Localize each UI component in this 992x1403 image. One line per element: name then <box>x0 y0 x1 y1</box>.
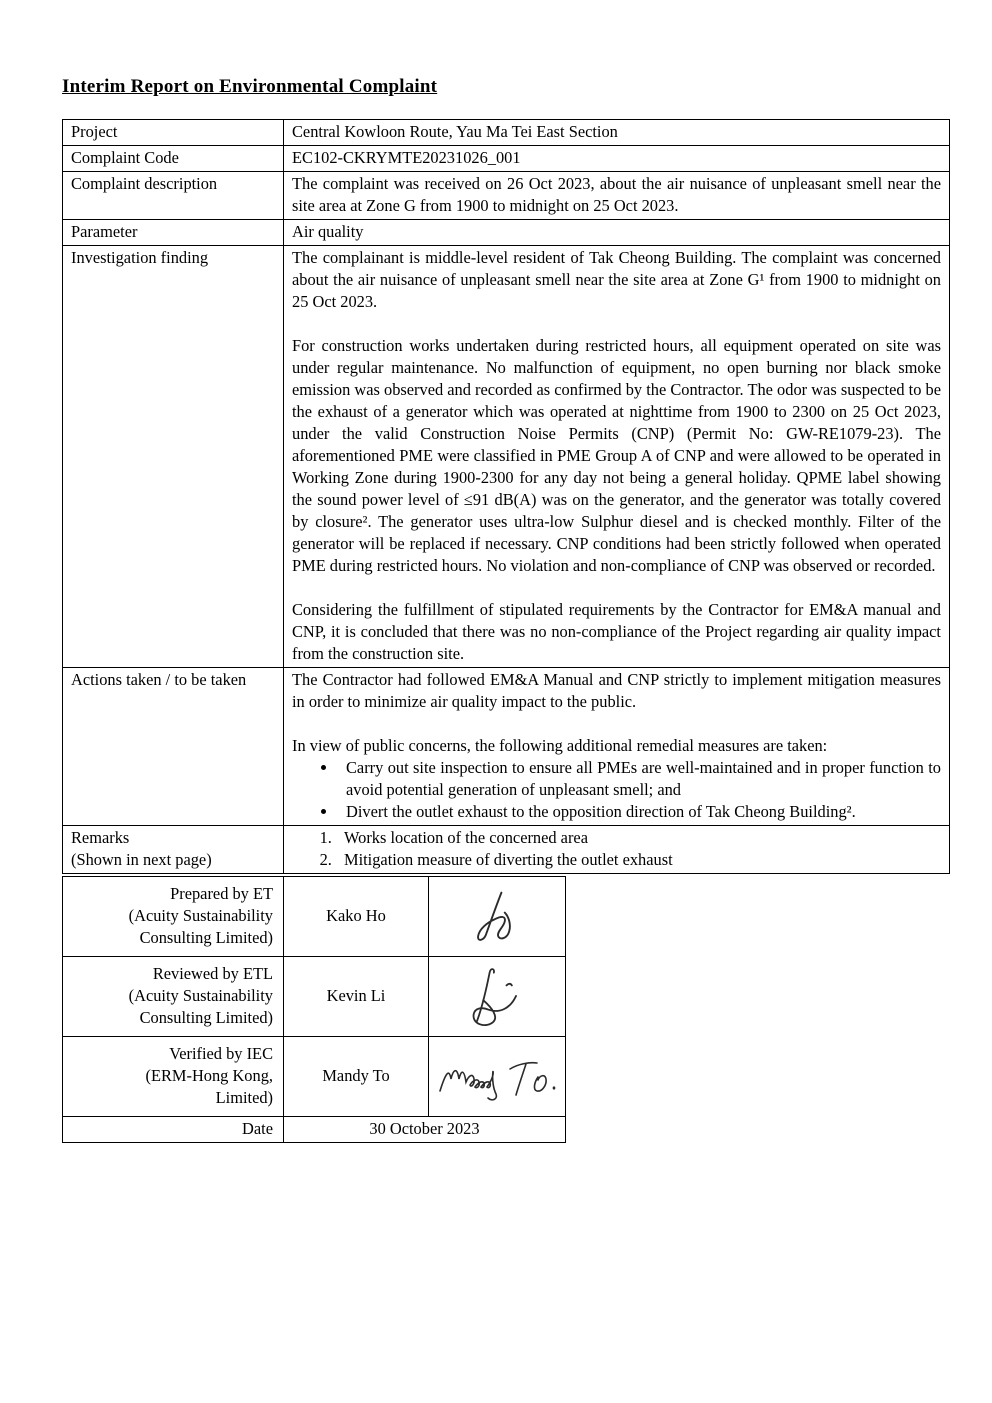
verified-by-name: Mandy To <box>284 1037 429 1117</box>
remarks-label-note: (Shown in next page) <box>71 850 212 869</box>
signoff-table <box>62 876 566 1143</box>
investigation-finding-label: Investigation finding <box>63 246 284 668</box>
role-line: (Acuity Sustainability <box>128 986 273 1005</box>
table-row <box>63 220 950 246</box>
remarks-item: 1. Works location of the concerned area <box>336 827 941 849</box>
project-value: Central Kowloon Route, Yau Ma Tei East Section <box>284 120 950 146</box>
remarks-value <box>284 826 950 874</box>
role-line: Prepared by ET <box>170 884 273 903</box>
verified-by-role <box>63 1037 284 1117</box>
investigation-paragraph-2: For construction works undertaken during restricted hours, all equipment operated on site was under regular maintenance. No malfunction of equipment, no open burning nor black smoke emission was observed and recorded as confirmed by the Contractor. The odor was suspected to be the exhaust of a generator which was operated at nighttime from 1900 to 2300 on 25 Oct 2023, under the valid Construction Noise Permits (CNP) (Permit No: GW-RE1079-23). The aforementioned PME were classified in PME Group A of CNP and were allowed to be operated in Working Zone during 1900-2300 for any day not being a general holiday. QPME label showing the sound power level of ≤91 dB(A) was on the generator, and the generator was totally covered by closure². The generator uses ultra-low Sulphur diesel and is checked monthly. Filter of the generator will be replaced if necessary. CNP conditions had been strictly followed when operated PME during restricted hours. No violation and non-compliance of CNP was observed or recorded. <box>292 336 941 575</box>
actions-paragraph: The Contractor had followed EM&A Manual and CNP strictly to implement mitigation measures in order to minimize air quality impact to the public. <box>292 670 941 711</box>
remarks-label <box>63 826 284 874</box>
parameter-value: Air quality <box>284 220 950 246</box>
date-row <box>63 1117 566 1143</box>
actions-taken-value <box>284 668 950 826</box>
actions-taken-label: Actions taken / to be taken <box>63 668 284 826</box>
prepared-by-signature-cell <box>429 877 566 957</box>
role-line: Reviewed by ETL <box>152 964 273 983</box>
investigation-paragraph-3: Considering the fulfillment of stipulated requirements by the Contractor for EM&A manual and CNP, it is concluded that there was no non-compliance of the Project regarding air quality impact from the construction site. <box>292 600 941 663</box>
role-line: Limited) <box>215 1088 273 1107</box>
reviewed-by-role <box>63 957 284 1037</box>
prepared-by-role <box>63 877 284 957</box>
complaint-report-table <box>62 119 950 874</box>
prepared-by-name: Kako Ho <box>284 877 429 957</box>
role-line: Consulting Limited) <box>139 928 273 947</box>
verified-by-row <box>63 1037 566 1117</box>
reviewed-by-row <box>63 957 566 1037</box>
remarks-label-text: Remarks <box>71 828 130 847</box>
table-row <box>63 246 950 668</box>
table-row <box>63 120 950 146</box>
role-line: (Acuity Sustainability <box>128 906 273 925</box>
date-value: 30 October 2023 <box>284 1117 566 1143</box>
table-row <box>63 668 950 826</box>
role-line: (ERM-Hong Kong, <box>145 1066 273 1085</box>
actions-intro: In view of public concerns, the following additional remedial measures are taken: <box>292 736 828 755</box>
complaint-code-value: EC102-CKRYMTE20231026_001 <box>284 146 950 172</box>
remedial-measures-list <box>292 757 941 823</box>
role-line: Verified by IEC <box>169 1044 273 1063</box>
complaint-description-label: Complaint description <box>63 172 284 220</box>
remedial-measure-item: • Divert the outlet exhaust to the opposition direction of Tak Cheong Building². <box>338 801 941 823</box>
remarks-list <box>292 827 941 871</box>
remedial-measure-item: • Carry out site inspection to ensure all PMEs are well-maintained and in proper function to avoid potential generation of unpleasant smell; and <box>338 757 941 801</box>
table-row <box>63 172 950 220</box>
parameter-label: Parameter <box>63 220 284 246</box>
investigation-finding-value <box>284 246 950 668</box>
table-row <box>63 826 950 874</box>
remarks-item: 2. Mitigation measure of diverting the outlet exhaust <box>336 849 941 871</box>
complaint-description-text: The complaint was received on 26 Oct 2023, about the air nuisance of unpleasant smell near the site area at Zone G from 1900 to midnight on 25 Oct 2023. <box>292 174 941 215</box>
role-line: Consulting Limited) <box>139 1008 273 1027</box>
mandy-to-signature-image <box>434 1049 560 1105</box>
reviewed-by-signature-cell <box>429 957 566 1037</box>
complaint-description-value <box>284 172 950 220</box>
investigation-paragraph-1: The complainant is middle-level resident of Tak Cheong Building. The complaint was concerned about the air nuisance of unpleasant smell near the site area at Zone G¹ from 1900 to midnight on 25 Oct 2023. <box>292 248 941 311</box>
project-label: Project <box>63 120 284 146</box>
prepared-by-row <box>63 877 566 957</box>
kevin-li-signature-image <box>460 964 534 1030</box>
date-label: Date <box>63 1117 284 1143</box>
complaint-code-label: Complaint Code <box>63 146 284 172</box>
kako-ho-signature-image <box>462 886 532 948</box>
reviewed-by-name: Kevin Li <box>284 957 429 1037</box>
table-row <box>63 146 950 172</box>
page-title: Interim Report on Environmental Complaint <box>62 76 438 97</box>
verified-by-signature-cell <box>429 1037 566 1117</box>
